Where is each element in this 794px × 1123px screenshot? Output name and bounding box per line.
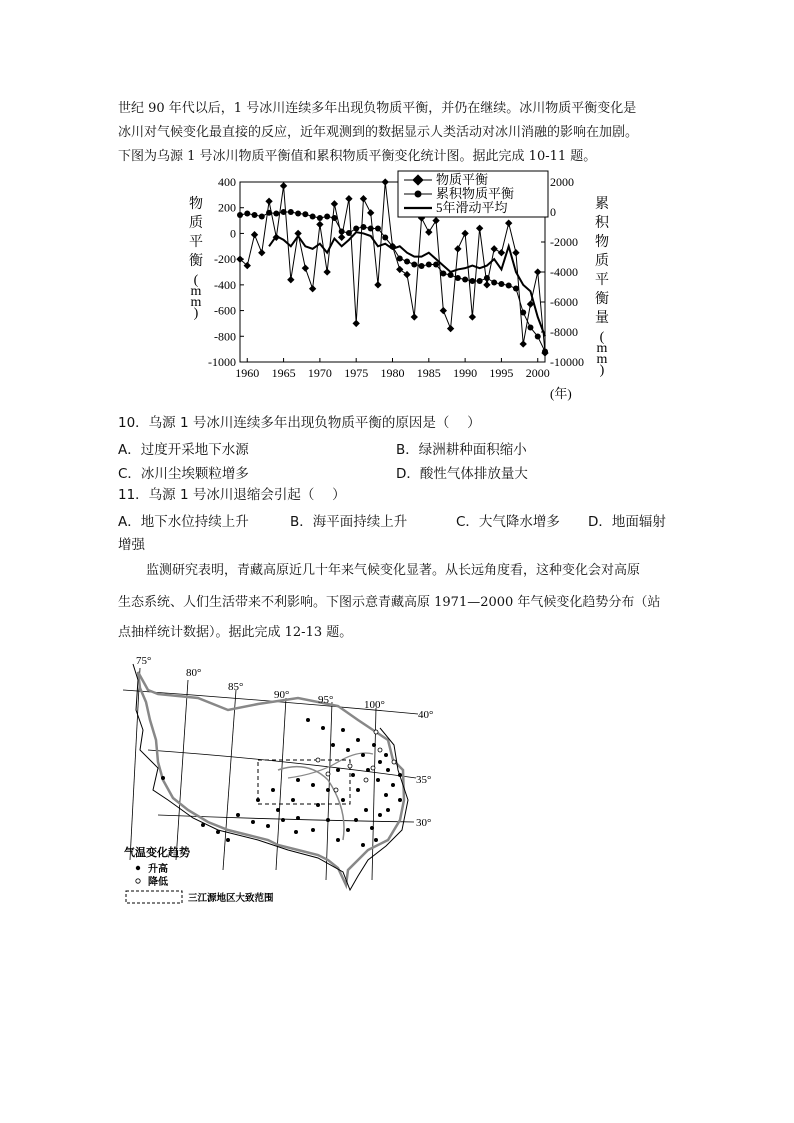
mass-balance-point [425,228,432,235]
lon-label-80: 80° [186,667,202,679]
map-legend-title: 气温变化趋势 [124,847,190,859]
station-rise-dot [291,798,295,802]
station-rise-dot [256,798,260,802]
cumulative-point [375,226,381,232]
cumulative-point [324,214,330,220]
map-legend-fall: 降低 [148,877,168,888]
station-rise-dot [331,743,335,747]
cumulative-point [237,212,243,218]
x-tick-label: 2000 [525,366,550,380]
x-tick-label: 1990 [453,366,478,380]
mass-balance-point [338,234,345,241]
station-rise-dot [294,830,298,834]
legend-rise-dot-icon [136,866,140,870]
y-right-tick-label: -10000 [550,355,584,369]
station-rise-dot [391,783,395,787]
station-rise-dot [346,828,350,832]
station-rise-dot [366,768,370,772]
passage1-line1: 世纪 90 年代以后，1 号冰川连续多年出现负物质平衡，并仍在继续。冰川物质平衡变化是 [118,101,637,116]
passage2-line3: 点抽样统计数据）。据此完成 12-13 题。 [118,625,353,640]
passage2-line2: 生态系统、人们生活带来不利影响。下图示意青藏高原 1971—2000 年气候变化趋势分布（站 [118,595,661,610]
q10-option-c: C．冰川尘埃颗粒增多 [118,466,249,482]
y-left-tick-label: 400 [218,175,236,189]
station-rise-dot [271,788,275,792]
x-tick-label: 1980 [380,366,405,380]
mass-balance-point [374,281,381,288]
mass-balance-point [382,178,389,185]
x-tick-label: 1965 [271,366,296,380]
station-rise-dot [398,798,402,802]
station-fall-dot [392,760,396,764]
passage2-line1: 监测研究表明，青藏高原近几十年来气候变化显著。从长远角度看，这种变化会对高原 [146,563,641,578]
cumulative-point [462,277,468,283]
station-rise-dot [356,788,360,792]
mass-balance-point [520,340,527,347]
x-tick-label: 1970 [307,366,332,380]
cumulative-point [448,272,454,278]
cumulative-point [397,256,403,262]
station-rise-dot [341,798,345,802]
mass-balance-point [440,307,447,314]
mass-balance-point [323,268,330,275]
legend-fall-dot-icon [136,879,140,883]
river-line [278,767,344,840]
mass-balance-point [483,281,490,288]
station-rise-dot [346,748,350,752]
station-rise-dot [326,818,330,822]
cumulative-point [353,226,359,232]
station-rise-dot [384,793,388,797]
station-rise-dot [266,824,270,828]
x-tick-label: 1985 [416,366,441,380]
mass-balance-point [490,245,497,252]
cumulative-point [419,263,425,269]
y-left-tick-label: 0 [230,226,236,241]
y-left-tick-label: -400 [214,277,236,292]
station-rise-dot [361,843,365,847]
station-rise-dot [374,838,378,842]
y-right-tick-label: -8000 [550,325,578,339]
y-right-tick-label: 2000 [550,175,574,189]
station-rise-dot [364,808,368,812]
lat-label-40: 40° [418,709,434,721]
station-fall-dot [334,788,338,792]
legend-label-cumulative: 累积物质平衡 [436,186,515,201]
q11-option-b: B．海平面持续上升 [290,514,408,530]
cumulative-point [491,280,497,286]
station-rise-dot [216,830,220,834]
y-right-tick-label: 0 [550,205,556,219]
mass-balance-point [294,230,301,237]
station-rise-dot [361,753,365,757]
station-rise-dot [336,838,340,842]
mass-balance-point [505,219,512,226]
station-rise-dot [321,726,325,730]
station-rise-dot [378,813,382,817]
station-rise-dot [386,768,390,772]
station-rise-dot [236,813,240,817]
station-rise-dot [296,778,300,782]
y-left-tick-label: -1000 [208,355,236,369]
x-tick-label: 1975 [344,366,369,380]
station-fall-dot [316,758,320,762]
map-legend-area: 三江源地区大致范围 [188,894,274,904]
passage1-line2: 冰川对气候变化最直接的反应，近年观测到的数据显示人类活动对冰川消融的影响在加剧。 [118,125,639,140]
cumulative-point [259,214,265,220]
cumulative-point [535,334,541,340]
mass-balance-point [345,195,352,202]
mass-balance-point [367,209,374,216]
mass-balance-point [454,245,461,252]
y-right-tick-label: -6000 [550,295,578,309]
mass-balance-point [251,231,258,238]
station-rise-dot [201,823,205,827]
mass-balance-point [411,313,418,320]
lon-label-100: 100° [364,699,385,711]
map-legend [124,845,274,904]
station-rise-dot [372,743,376,747]
q11-option-c: C．大气降水增多 [456,514,560,530]
q10-option-a: A．过度开采地下水源 [118,442,249,458]
lon-label-95: 95° [318,694,334,706]
y-left-tick-label: 200 [218,200,236,215]
mass-balance-point [280,182,287,189]
cumulative-point [288,209,294,215]
cumulative-point [440,271,446,277]
station-rise-dot [398,773,402,777]
station-rise-dot [341,728,345,732]
lon-label-75: 75° [136,655,152,667]
station-rise-dot [251,820,255,824]
cumulative-point [295,211,301,217]
station-fall-dot [348,764,352,768]
station-rise-dot [378,760,382,764]
svg-text:累积物质平衡量(mm): 累积物质平衡量( m m ) [595,197,609,378]
x-tick-label: 1960 [235,366,260,380]
mass-balance-point [331,200,338,207]
station-rise-dot [311,828,315,832]
mass-balance-point [498,249,505,256]
y-left-tick-label: -200 [214,252,236,267]
station-rise-dot [356,738,360,742]
station-rise-dot [306,718,310,722]
cumulative-point [506,283,512,289]
y-right-label [595,196,610,378]
svg-text:物质平衡(mm): 物质平衡( m m ) [189,197,203,321]
station-fall-dot [371,766,375,770]
station-rise-dot [296,816,300,820]
station-fall-dot [326,772,330,776]
mass-balance-point [309,285,316,292]
station-rise-dot [354,818,358,822]
mass-balance-point [302,264,309,271]
cumulative-point [252,212,258,218]
cumulative-point [244,211,250,217]
station-rise-dot [370,826,374,830]
station-fall-dot [374,730,378,734]
lon-label-85: 85° [228,681,244,693]
station-rise-dot [316,803,320,807]
mass-balance-point [316,221,323,228]
mass-balance-point [432,217,439,224]
station-rise-dot [226,838,230,842]
cumulative-point [317,215,323,221]
passage1-line3: 下图为乌源 1 号冰川物质平衡值和累积物质平衡变化统计图。据此完成 10-11 题。 [118,149,597,164]
y-left-tick-label: -600 [214,303,236,318]
cumulative-point [302,211,308,217]
legend-circle-marker [415,191,422,198]
station-rise-dot [311,783,315,787]
cumulative-point [527,325,533,331]
mass-balance-point [265,198,272,205]
q11-stem: 11．乌源 1 号冰川退缩会引起（ ） [118,487,346,503]
station-fall-dot [364,778,368,782]
q10-stem: 10．乌源 1 号冰川连续多年出现负物质平衡的原因是（ ） [118,415,481,431]
mass-balance-point [461,230,468,237]
q11-option-d-continued: 增强 [118,537,145,553]
station-rise-dot [161,776,165,780]
mass-balance-point [403,271,410,278]
mass-balance-point [534,268,541,275]
y-left-tick-label: -800 [214,329,236,344]
mass-balance-point [360,195,367,202]
cumulative-point [273,211,279,217]
cumulative-point [513,286,519,292]
mass-balance-point [476,225,483,232]
station-fall-dot [378,748,382,752]
station-rise-dot [351,773,355,777]
legend-label-moving-average: 5年滑动平均 [436,200,508,215]
series-cumulative-line [240,212,545,352]
x-tick-label: 1995 [489,366,514,380]
station-rise-dot [326,788,330,792]
cumulative-point [477,278,483,284]
mass-balance-point [396,266,403,273]
mass-balance-point [447,325,454,332]
y-right-tick-label: -4000 [550,265,578,279]
cumulative-point [404,259,410,265]
cumulative-point [382,235,388,241]
cumulative-point [426,262,432,268]
mass-balance-point [512,249,519,256]
station-rise-dot [384,753,388,757]
q10-option-b: B．绿洲耕种面积缩小 [396,442,527,458]
cumulative-point [433,262,439,268]
mass-balance-point [287,276,294,283]
station-rise-dot [276,808,280,812]
legend-label-mass-balance: 物质平衡 [436,172,489,187]
mass-balance-point [258,249,265,256]
legend-area-dashed-box [126,891,182,903]
map-legend-rise: 升高 [148,864,168,875]
lon-label-90: 90° [274,689,290,701]
station-rise-dot [386,808,390,812]
cumulative-point [469,278,475,284]
lat-label-30: 30° [416,817,432,829]
chart-legend [398,171,548,217]
cumulative-point [310,214,316,220]
station-rise-dot [336,768,340,772]
q11-option-a: A．地下水位持续上升 [118,514,249,530]
cumulative-point [411,262,417,268]
cumulative-point [498,281,504,287]
x-unit-label: (年) [550,386,572,401]
station-rise-dot [281,818,285,822]
y-right-tick-label: -2000 [550,235,578,249]
station-rise-dot [376,778,380,782]
mass-balance-point [469,313,476,320]
q10-option-d: D．酸性气体排放量大 [396,466,528,482]
q11-option-d: D．地面辐射 [588,514,666,530]
mass-balance-point [353,320,360,327]
tibet-plateau-climate-map [118,650,448,910]
glacier-mass-balance-chart [180,170,620,410]
lat-label-35: 35° [416,774,432,786]
y-left-label [189,195,203,321]
